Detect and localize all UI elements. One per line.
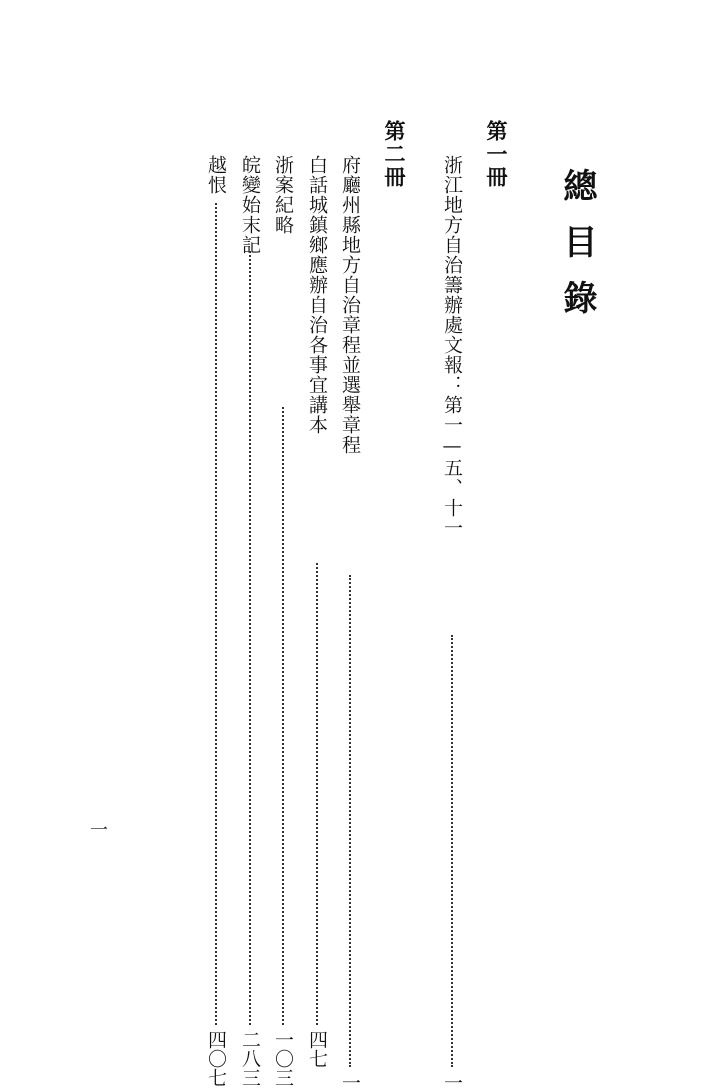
toc-entry <box>305 155 331 1068</box>
page-number: 一 <box>87 820 108 838</box>
toc-entry-page: 一 <box>339 1073 361 1092</box>
dot-leader <box>249 251 251 1025</box>
dot-leader <box>451 635 453 1067</box>
dot-leader <box>349 575 351 1067</box>
toc-entry-page: 四〇七 <box>205 1030 227 1087</box>
toc-entry <box>204 155 230 1087</box>
dot-leader <box>215 203 217 1025</box>
dot-leader <box>316 563 318 1025</box>
toc-entry-page: 一 <box>441 1073 463 1092</box>
dot-leader <box>282 407 284 1025</box>
toc-entry-page: 二八三 <box>239 1030 261 1087</box>
toc-entry-title: 越恨 <box>205 155 227 195</box>
toc-entry-title: 浙江地方自治籌辦處文報：第一—五、十一 <box>441 155 463 538</box>
toc-entry-title: 白話城鎮鄉應辦自治各事宜講本 <box>306 155 328 435</box>
toc-entry-title: 浙案紀略 <box>272 155 294 235</box>
toc-entry <box>338 155 364 1092</box>
toc-entry-page: 一〇三 <box>272 1030 294 1087</box>
toc-entry <box>238 155 264 1087</box>
volume-heading-2: 第二冊 <box>382 120 407 189</box>
volume-heading-1: 第一冊 <box>484 120 509 189</box>
toc-entry <box>271 155 297 1087</box>
toc-entry-title: 府廳州縣地方自治章程並選舉章程 <box>339 155 361 455</box>
toc-entry-page: 四七 <box>306 1030 328 1068</box>
page-title: 總目錄 <box>557 168 597 336</box>
toc-entry-title: 皖變始末記 <box>239 155 261 255</box>
toc-entry <box>440 155 466 1092</box>
